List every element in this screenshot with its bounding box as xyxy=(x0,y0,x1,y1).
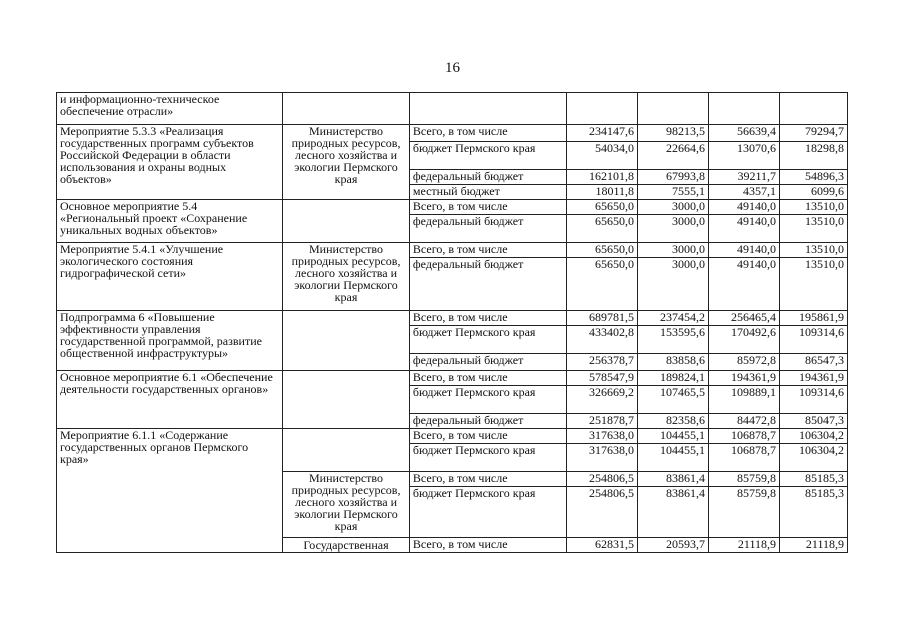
funding-source-cell: Всего, в том числе xyxy=(409,243,566,258)
amount-cell: 234147,6 xyxy=(567,125,638,142)
amount-cell: 7555,1 xyxy=(638,185,709,200)
table-row xyxy=(57,429,848,444)
amount-cell xyxy=(709,93,780,125)
amount-cell: 433402,8 xyxy=(567,326,638,354)
amount-cell: 254806,5 xyxy=(567,472,638,487)
amount-cell: 13510,0 xyxy=(780,215,848,243)
amount-cell: 13510,0 xyxy=(780,200,848,215)
amount-cell: 67993,8 xyxy=(638,170,709,185)
amount-cell: 62831,5 xyxy=(567,538,638,553)
table-row xyxy=(57,93,848,125)
table-row xyxy=(57,125,848,142)
amount-cell: 109314,6 xyxy=(780,386,848,414)
amount-cell: 256378,7 xyxy=(567,354,638,371)
amount-cell: 86547,3 xyxy=(780,354,848,371)
amount-cell: 195861,9 xyxy=(780,311,848,326)
activity-name-cell: Мероприятие 5.3.3 «Реализация государственных программ субъектов Российской Федерации в области использования и охраны водных объектов» xyxy=(57,125,283,200)
funding-source-cell: Всего, в том числе xyxy=(409,429,566,444)
amount-cell: 106304,2 xyxy=(780,429,848,444)
amount-cell: 3000,0 xyxy=(638,200,709,215)
amount-cell: 254806,5 xyxy=(567,487,638,538)
amount-cell: 21118,9 xyxy=(780,538,848,553)
amount-cell: 256465,4 xyxy=(709,311,780,326)
amount-cell: 317638,0 xyxy=(567,444,638,472)
funding-source-cell: бюджет Пермского края xyxy=(409,386,566,414)
amount-cell: 85185,3 xyxy=(780,472,848,487)
amount-cell: 83861,4 xyxy=(638,487,709,538)
amount-cell: 106304,2 xyxy=(780,444,848,472)
funding-source-cell: Всего, в том числе xyxy=(409,371,566,386)
amount-cell: 3000,0 xyxy=(638,215,709,243)
table-row xyxy=(57,243,848,258)
amount-cell: 189824,1 xyxy=(638,371,709,386)
amount-cell: 22664,6 xyxy=(638,142,709,170)
amount-cell: 39211,7 xyxy=(709,170,780,185)
amount-cell: 326669,2 xyxy=(567,386,638,414)
amount-cell: 317638,0 xyxy=(567,429,638,444)
amount-cell: 109889,1 xyxy=(709,386,780,414)
responsible-cell: Министерство природных ресурсов, лесного хозяйства и экологии Пермского края xyxy=(283,125,410,200)
amount-cell: 65650,0 xyxy=(567,215,638,243)
amount-cell: 85759,8 xyxy=(709,487,780,538)
funding-source-cell: Всего, в том числе xyxy=(409,472,566,487)
budget-table xyxy=(56,92,848,553)
funding-source-cell: федеральный бюджет xyxy=(409,414,566,429)
amount-cell: 13510,0 xyxy=(780,243,848,258)
amount-cell: 237454,2 xyxy=(638,311,709,326)
amount-cell: 85972,8 xyxy=(709,354,780,371)
page-number: 16 xyxy=(445,60,460,76)
responsible-cell: Государственная xyxy=(283,538,410,553)
amount-cell: 106878,7 xyxy=(709,444,780,472)
budget-table-body xyxy=(57,93,848,553)
responsible-cell xyxy=(283,93,410,125)
amount-cell: 49140,0 xyxy=(709,200,780,215)
amount-cell: 21118,9 xyxy=(709,538,780,553)
amount-cell: 85047,3 xyxy=(780,414,848,429)
amount-cell: 194361,9 xyxy=(780,371,848,386)
amount-cell: 20593,7 xyxy=(638,538,709,553)
funding-source-cell: Всего, в том числе xyxy=(409,538,566,553)
amount-cell: 251878,7 xyxy=(567,414,638,429)
amount-cell: 65650,0 xyxy=(567,258,638,311)
amount-cell: 65650,0 xyxy=(567,200,638,215)
amount-cell: 578547,9 xyxy=(567,371,638,386)
funding-source-cell: федеральный бюджет xyxy=(409,258,566,311)
responsible-cell xyxy=(283,311,410,371)
activity-name-cell: Мероприятие 6.1.1 «Содержание государственных органов Пермского края» xyxy=(57,429,283,553)
table-row xyxy=(57,200,848,215)
amount-cell: 4357,1 xyxy=(709,185,780,200)
funding-source-cell: федеральный бюджет xyxy=(409,170,566,185)
funding-source-cell: федеральный бюджет xyxy=(409,215,566,243)
amount-cell: 85185,3 xyxy=(780,487,848,538)
amount-cell: 56639,4 xyxy=(709,125,780,142)
funding-source-cell: Всего, в том числе xyxy=(409,311,566,326)
amount-cell: 79294,7 xyxy=(780,125,848,142)
amount-cell: 54896,3 xyxy=(780,170,848,185)
amount-cell: 18298,8 xyxy=(780,142,848,170)
amount-cell: 83858,6 xyxy=(638,354,709,371)
table-row xyxy=(57,371,848,386)
amount-cell: 82358,6 xyxy=(638,414,709,429)
amount-cell xyxy=(780,93,848,125)
amount-cell: 65650,0 xyxy=(567,243,638,258)
amount-cell: 6099,6 xyxy=(780,185,848,200)
amount-cell: 170492,6 xyxy=(709,326,780,354)
responsible-cell xyxy=(283,429,410,472)
activity-name-cell: Подпрограмма 6 «Повышение эффективности управления государственной программой, развитие общественной инфраструктуры» xyxy=(57,311,283,371)
funding-source-cell: бюджет Пермского края xyxy=(409,444,566,472)
amount-cell xyxy=(638,93,709,125)
amount-cell: 3000,0 xyxy=(638,258,709,311)
amount-cell: 83861,4 xyxy=(638,472,709,487)
amount-cell: 153595,6 xyxy=(638,326,709,354)
amount-cell: 84472,8 xyxy=(709,414,780,429)
funding-source-cell: бюджет Пермского края xyxy=(409,326,566,354)
amount-cell: 85759,8 xyxy=(709,472,780,487)
activity-name-cell: Мероприятие 5.4.1 «Улучшение экологического состояния гидрографической сети» xyxy=(57,243,283,311)
amount-cell: 49140,0 xyxy=(709,258,780,311)
amount-cell: 3000,0 xyxy=(638,243,709,258)
amount-cell: 104455,1 xyxy=(638,429,709,444)
amount-cell: 162101,8 xyxy=(567,170,638,185)
amount-cell xyxy=(567,93,638,125)
funding-source-cell xyxy=(409,93,566,125)
amount-cell: 54034,0 xyxy=(567,142,638,170)
amount-cell: 49140,0 xyxy=(709,215,780,243)
amount-cell: 13070,6 xyxy=(709,142,780,170)
funding-source-cell: федеральный бюджет xyxy=(409,354,566,371)
amount-cell: 13510,0 xyxy=(780,258,848,311)
amount-cell: 104455,1 xyxy=(638,444,709,472)
funding-source-cell: Всего, в том числе xyxy=(409,200,566,215)
amount-cell: 106878,7 xyxy=(709,429,780,444)
funding-source-cell: бюджет Пермского края xyxy=(409,142,566,170)
funding-source-cell: местный бюджет xyxy=(409,185,566,200)
amount-cell: 98213,5 xyxy=(638,125,709,142)
funding-source-cell: Всего, в том числе xyxy=(409,125,566,142)
amount-cell: 107465,5 xyxy=(638,386,709,414)
funding-source-cell: бюджет Пермского края xyxy=(409,487,566,538)
responsible-cell: Министерство природных ресурсов, лесного хозяйства и экологии Пермского края xyxy=(283,472,410,538)
responsible-cell: Министерство природных ресурсов, лесного хозяйства и экологии Пермского края xyxy=(283,243,410,311)
table-row xyxy=(57,311,848,326)
activity-name-cell: Основное мероприятие 5.4 «Региональный проект «Сохранение уникальных водных объектов» xyxy=(57,200,283,243)
amount-cell: 689781,5 xyxy=(567,311,638,326)
activity-name-cell: и информационно-техническое обеспечение отрасли» xyxy=(57,93,283,125)
amount-cell: 109314,6 xyxy=(780,326,848,354)
amount-cell: 194361,9 xyxy=(709,371,780,386)
activity-name-cell: Основное мероприятие 6.1 «Обеспечение деятельности государственных органов» xyxy=(57,371,283,429)
responsible-cell xyxy=(283,200,410,243)
amount-cell: 49140,0 xyxy=(709,243,780,258)
responsible-cell xyxy=(283,371,410,429)
amount-cell: 18011,8 xyxy=(567,185,638,200)
